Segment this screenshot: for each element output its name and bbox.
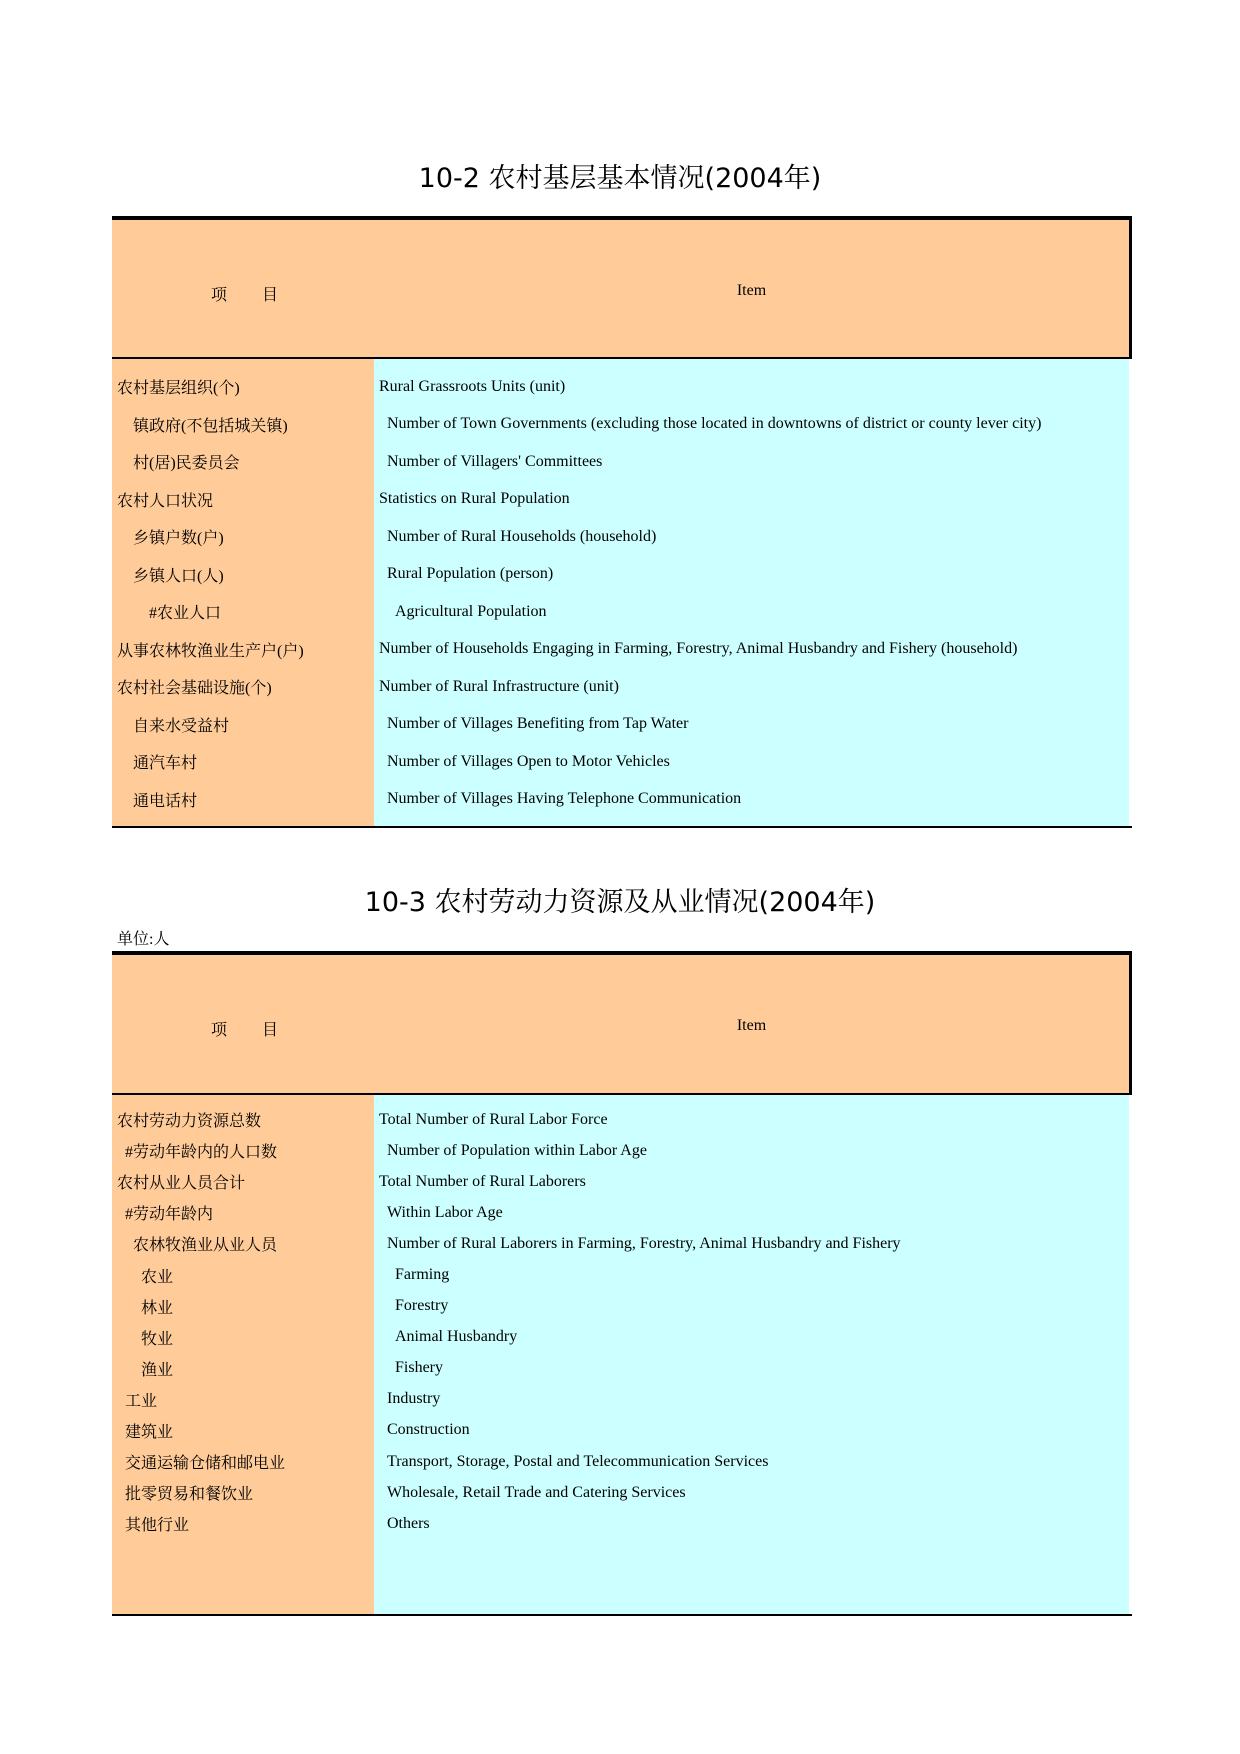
header-en-label: Item xyxy=(736,1017,767,1034)
table-header xyxy=(112,951,1132,1095)
table-row-en: Rural Population (person) xyxy=(387,565,554,583)
table-row-cn: #劳动年龄内的人口数 xyxy=(125,1144,278,1162)
table-row-en: Number of Rural Laborers in Farming, Forestry, Animal Husbandry and Fishery xyxy=(387,1234,901,1252)
table-row-en: Forestry xyxy=(395,1297,449,1315)
table-row-cn: 牧业 xyxy=(141,1330,174,1348)
table-row-en: Industry xyxy=(387,1390,441,1408)
table-row-en: Number of Villagers' Committees xyxy=(387,452,603,470)
table-row-en: Number of Rural Infrastructure (unit) xyxy=(379,677,619,695)
table-10-2-title: 10-2 农村基层基本情况(2004年) xyxy=(418,163,822,194)
header-cn-char-1: 项 xyxy=(211,287,228,304)
table-row-cn: 农村人口状况 xyxy=(117,492,214,510)
table-row-cn: 农村基层组织(个) xyxy=(117,380,240,398)
en-column xyxy=(374,1095,1129,1614)
header-cn-char-2: 目 xyxy=(262,287,279,304)
table-row-cn: 通电话村 xyxy=(133,792,198,810)
table-row-en: Transport, Storage, Postal and Telecommunication Services xyxy=(387,1452,769,1470)
table-row-cn: 建筑业 xyxy=(125,1423,174,1441)
table-10-3-title: 10-3 农村劳动力资源及从业情况(2004年) xyxy=(364,887,876,918)
table-row-cn: 农村从业人员合计 xyxy=(117,1175,246,1193)
en-column xyxy=(374,359,1129,826)
table-10-3 xyxy=(112,951,1132,1616)
table-10-2 xyxy=(112,216,1132,828)
table-row-cn: 通汽车村 xyxy=(133,755,198,773)
header-cn-label xyxy=(211,1017,278,1040)
header-cn-label xyxy=(211,282,278,305)
table-row-en: Number of Villages Benefiting from Tap Water xyxy=(387,715,689,733)
table-row-en: Number of Households Engaging in Farming, Forestry, Animal Husbandry and Fishery (household) xyxy=(379,640,1018,658)
table-row-en: Total Number of Rural Laborers xyxy=(379,1172,586,1190)
table-row-cn: 从事农林牧渔业生产户(户) xyxy=(117,642,304,660)
table-row-en: Number of Villages Open to Motor Vehicles xyxy=(387,752,670,770)
table-body xyxy=(112,359,1132,828)
table-row-en: Number of Rural Households (household) xyxy=(387,527,657,545)
table-row-en: Statistics on Rural Population xyxy=(379,490,570,508)
table-row-cn: 农村社会基础设施(个) xyxy=(117,680,272,698)
table-row-cn: #农业人口 xyxy=(149,605,222,623)
cn-column xyxy=(112,359,374,826)
cn-column xyxy=(112,1095,374,1614)
table-row-cn: #劳动年龄内 xyxy=(125,1206,214,1224)
table-row-cn: 林业 xyxy=(141,1299,174,1317)
table-row-cn: 交通运输仓储和邮电业 xyxy=(125,1455,286,1473)
table-row-cn: 农业 xyxy=(141,1268,174,1286)
table-row-en: Total Number of Rural Labor Force xyxy=(379,1110,608,1128)
table-row-en: Number of Town Governments (excluding those located in downtowns of district or county lever city) xyxy=(387,415,1042,433)
table-header xyxy=(112,216,1132,359)
table-row-cn: 乡镇户数(户) xyxy=(133,530,224,548)
table-row-en: Animal Husbandry xyxy=(395,1328,518,1346)
table-row-cn: 农村劳动力资源总数 xyxy=(117,1113,262,1131)
table-row-cn: 乡镇人口(人) xyxy=(133,567,224,585)
table-row-en: Others xyxy=(387,1514,430,1532)
table-row-en: Fishery xyxy=(395,1359,443,1377)
table-row-cn: 其他行业 xyxy=(125,1517,190,1535)
table-row-cn: 自来水受益村 xyxy=(133,717,230,735)
header-cn-char-2: 目 xyxy=(262,1022,279,1039)
table-row-cn: 镇政府(不包括城关镇) xyxy=(133,417,288,435)
unit-label: 单位:人 xyxy=(117,931,170,948)
table-row-cn: 工业 xyxy=(125,1392,158,1410)
table-row-en: Number of Population within Labor Age xyxy=(387,1141,647,1159)
table-row-cn: 渔业 xyxy=(141,1361,174,1379)
table-row-en: Wholesale, Retail Trade and Catering Services xyxy=(387,1483,686,1501)
table-row-en: Agricultural Population xyxy=(395,602,547,620)
table-row-en: Number of Villages Having Telephone Communication xyxy=(387,790,742,808)
table-row-en: Within Labor Age xyxy=(387,1203,503,1221)
header-en-label: Item xyxy=(736,282,767,299)
header-cn-char-1: 项 xyxy=(211,1022,228,1039)
table-body xyxy=(112,1095,1132,1616)
table-row-cn: 村(居)民委员会 xyxy=(133,455,240,473)
table-row-en: Rural Grassroots Units (unit) xyxy=(379,377,566,395)
table-row-cn: 批零贸易和餐饮业 xyxy=(125,1486,254,1504)
table-row-cn: 农林牧渔业从业人员 xyxy=(133,1237,278,1255)
table-row-en: Construction xyxy=(387,1421,470,1439)
table-row-en: Farming xyxy=(395,1266,450,1284)
